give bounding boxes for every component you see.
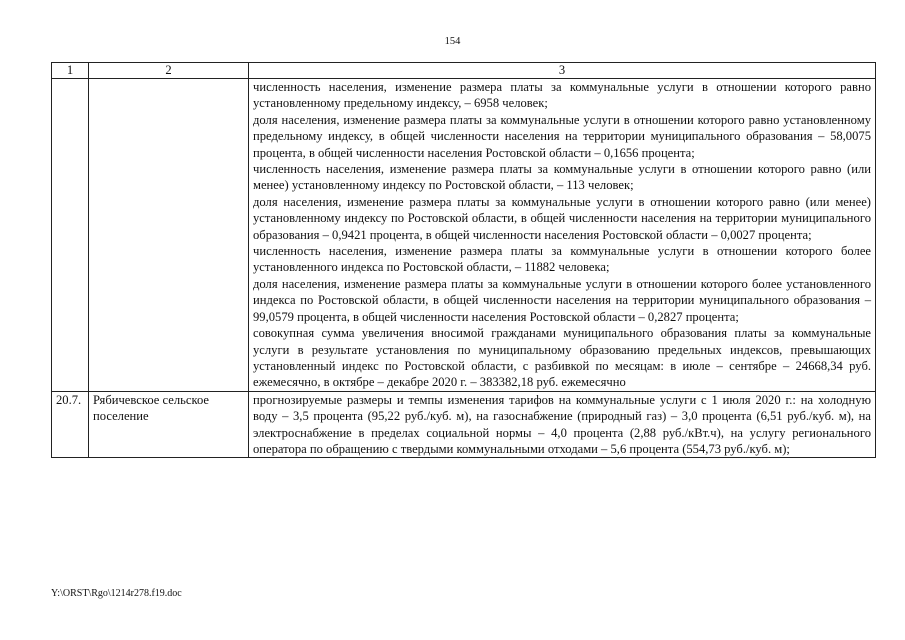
paragraph: численность населения, изменение размера платы за коммунальные услуги в отношении которого более установленного индекса по Ростовской области, – 11882 человека; xyxy=(253,244,871,275)
paragraph: доля населения, изменение размера платы за коммунальные услуги в отношении которого равно установленному предельному индексу, в общей численности населения на территории муниципального образования – 58,0075 процента, в общей численности населения Ростовской области – 0,1656 процента; xyxy=(253,112,871,160)
paragraph: доля населения, изменение размера платы за коммунальные услуги в отношении которого равно (или менее) установленному индексу по Ростовской области, в общей численности населения на территории муниципального образования – 0,9421 процента, в общей численности населения Ростовской области – 0,0027 процента; xyxy=(253,194,871,242)
paragraph: численность населения, изменение размера платы за коммунальные услуги в отношении которого равно установленному предельному индексу, – 6958 человек; xyxy=(253,80,871,111)
row-name-cell: Рябичевское сельское поселение xyxy=(89,391,249,458)
row-name-cell xyxy=(89,79,249,392)
document-table xyxy=(51,62,876,458)
header-cell-col1: 1 xyxy=(52,63,89,79)
header-cell-col3: 3 xyxy=(249,63,876,79)
row-content-cell xyxy=(249,391,876,458)
paragraph: численность населения, изменение размера платы за коммунальные услуги в отношении которого равно (или менее) установленному индексу по Ростовской области, – 113 человек; xyxy=(253,162,871,193)
header-cell-col2: 2 xyxy=(89,63,249,79)
table-row xyxy=(52,391,876,458)
page-number: 154 xyxy=(444,36,461,47)
paragraph: доля населения, изменение размера платы за коммунальные услуги в отношении которого более установленного индекса по Ростовской области, в общей численности населения на территории муниципального образования – 99,0579 процента, в общей численности населения Ростовской области – 0,2827 процента; xyxy=(253,276,871,324)
table-row xyxy=(52,79,876,392)
row-number-cell xyxy=(52,79,89,392)
row-content-cell xyxy=(249,79,876,392)
footer-file-path: Y:\ORST\Rgo\1214r278.f19.doc xyxy=(51,588,182,599)
row-number-cell: 20.7. xyxy=(52,391,89,458)
paragraph: совокупная сумма увеличения вносимой гражданами муниципального образования платы за коммунальные услуги в результате установления по муниципальному образованию предельных индексов, превышающих установленный индекс по Ростовской области, с разбивкой по месяцам: в июле – сентябре – 24668,34 руб. ежемесячно, в октябре – декабре 2020 г. – 383382,18 руб. ежемесячно xyxy=(253,326,871,390)
table-header-row xyxy=(52,63,876,79)
paragraph: прогнозируемые размеры и темпы изменения тарифов на коммунальные услуги с 1 июля 2020 г.: на холодную воду – 3,5 процента (95,22 руб./куб. м), на газоснабжение (природный газ) – 3,0 процента (6,51 руб./куб. м), на электроснабжение в пределах социальной нормы – 4,0 процента (2,88 руб./кВт.ч), на услугу регионального оператора по обращению с твердыми коммунальными отходами – 5,6 процента (554,73 руб./куб. м); xyxy=(253,392,871,456)
